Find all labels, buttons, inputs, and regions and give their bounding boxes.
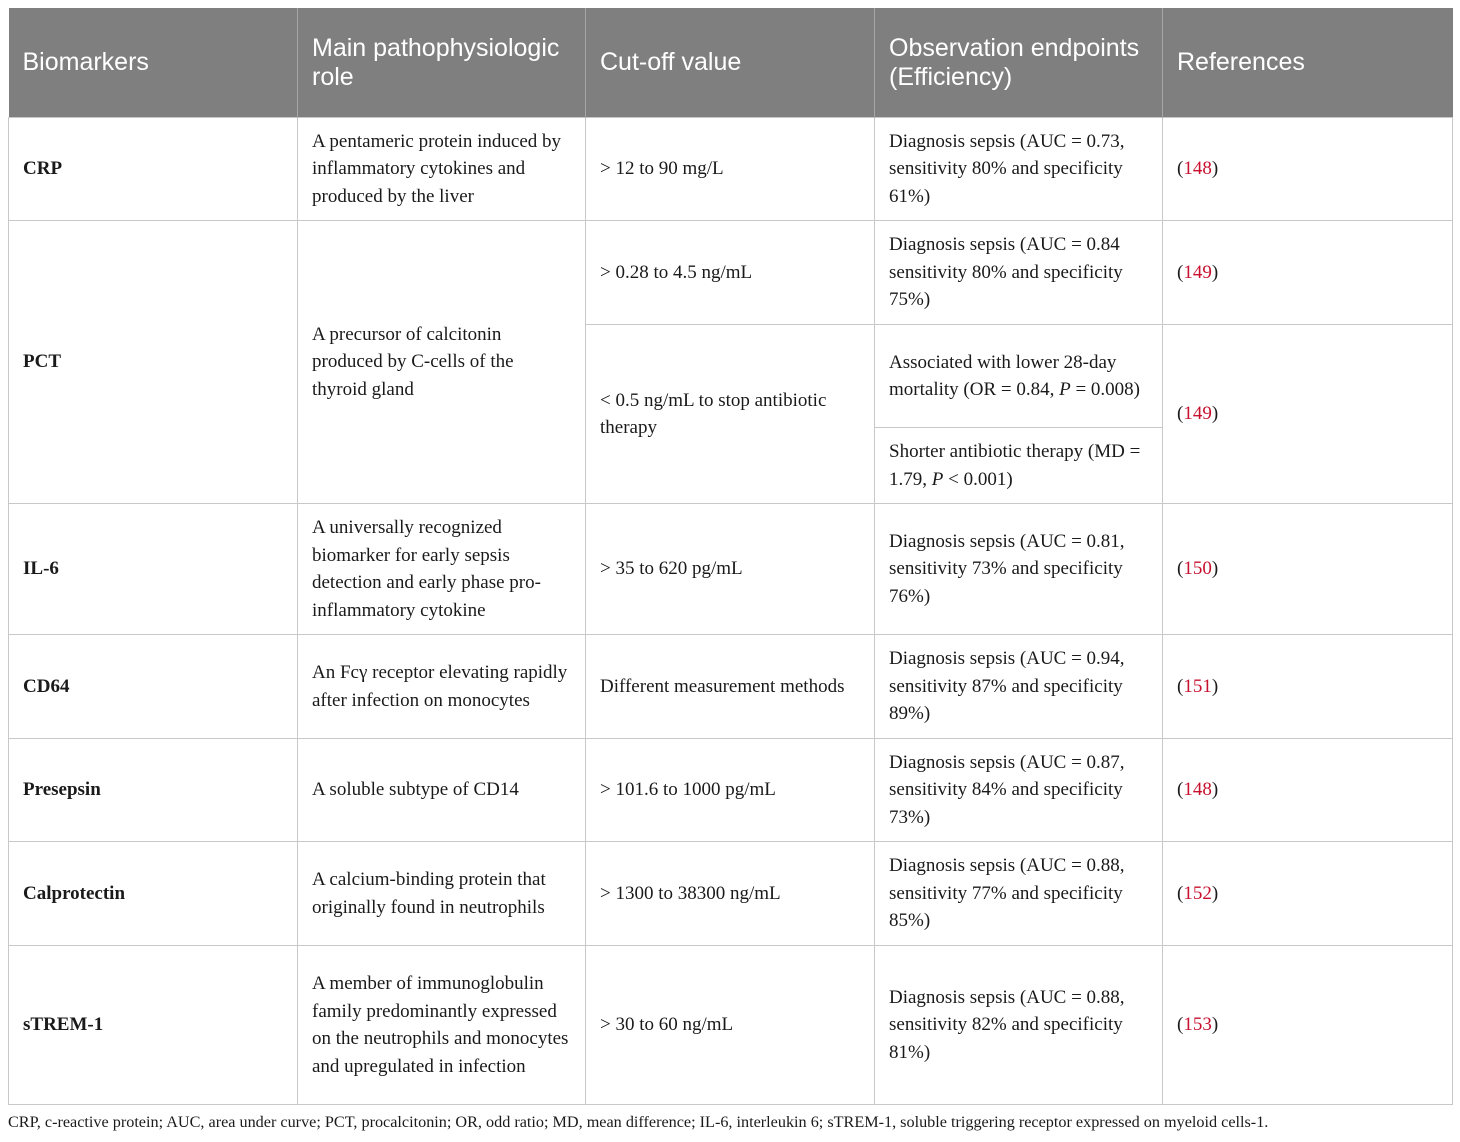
ref-close: ) — [1211, 558, 1219, 580]
endpoint-cell: Diagnosis sepsis (AUC = 0.88, sensitivity 77% and specificity 85%) — [875, 842, 1163, 946]
role-cell: A pentameric protein induced by inflammatory cytokines and produced by the liver — [298, 118, 586, 221]
cutoff-cell: > 101.6 to 1000 pg/mL — [586, 739, 875, 842]
header-role: Main pathophysiologic role — [298, 8, 586, 118]
ref-open: ( — [1177, 882, 1184, 904]
ref-close: ) — [1211, 403, 1219, 425]
reference-cell — [1163, 504, 1453, 635]
reference-cell — [1163, 946, 1453, 1105]
role-cell: An Fcγ receptor elevating rapidly after infection on monocytes — [298, 635, 586, 739]
table-container — [8, 8, 1452, 1105]
header-cutoff: Cut-off value — [586, 8, 875, 118]
table-row — [9, 504, 1453, 635]
endpoint-cell: Diagnosis sepsis (AUC = 0.81, sensitivity 73% and specificity 76%) — [875, 504, 1163, 635]
reference-link[interactable]: 149 — [1183, 403, 1212, 425]
ref-close: ) — [1211, 261, 1219, 283]
cutoff-cell: > 12 to 90 mg/L — [586, 118, 875, 221]
endpoint-text: Shorter antibiotic therapy (MD = 1.79, — [889, 441, 1141, 490]
reference-link[interactable]: 150 — [1183, 558, 1212, 580]
header-row — [9, 8, 1453, 118]
reference-link[interactable]: 148 — [1183, 779, 1212, 801]
endpoint-text: < 0.001) — [943, 468, 1013, 490]
reference-link[interactable]: 153 — [1183, 1014, 1212, 1036]
header-endpoints: Observation endpoints (Efficiency) — [875, 8, 1163, 118]
cutoff-cell: Different measurement methods — [586, 635, 875, 739]
endpoint-cell: Diagnosis sepsis (AUC = 0.73, sensitivity 80% and specificity 61%) — [875, 118, 1163, 221]
cutoff-cell: > 1300 to 38300 ng/mL — [586, 842, 875, 946]
role-cell: A universally recognized biomarker for early sepsis detection and early phase pro-inflammatory cytokine — [298, 504, 586, 635]
biomarker-name: CRP — [9, 118, 298, 221]
ref-close: ) — [1211, 779, 1219, 801]
endpoint-cell: Diagnosis sepsis (AUC = 0.87, sensitivity 84% and specificity 73%) — [875, 739, 1163, 842]
endpoint-text: = 0.008) — [1070, 379, 1140, 400]
ref-open: ( — [1177, 261, 1184, 283]
ref-open: ( — [1177, 1014, 1184, 1036]
ref-open: ( — [1177, 403, 1184, 425]
cutoff-cell: < 0.5 ng/mL to stop antibiotic therapy — [586, 325, 875, 504]
role-cell: A calcium-binding protein that originally found in neutrophils — [298, 842, 586, 946]
table-row — [9, 221, 1453, 325]
ref-close: ) — [1211, 882, 1219, 904]
table-row — [9, 635, 1453, 739]
reference-cell — [1163, 118, 1453, 221]
role-cell: A precursor of calcitonin produced by C-cells of the thyroid gland — [298, 221, 586, 504]
table-row — [9, 842, 1453, 946]
reference-link[interactable]: 148 — [1183, 158, 1212, 180]
cutoff-cell: > 0.28 to 4.5 ng/mL — [586, 221, 875, 325]
cutoff-cell: > 30 to 60 ng/mL — [586, 946, 875, 1105]
endpoint-text: Associated with lower 28-day mortality (OR = 0.84, — [889, 351, 1117, 400]
ref-close: ) — [1211, 675, 1219, 697]
endpoint-cell: Diagnosis sepsis (AUC = 0.94, sensitivity 87% and specificity 89%) — [875, 635, 1163, 739]
role-cell: A member of immunoglobulin family predominantly expressed on the neutrophils and monocytes and upregulated in infection — [298, 946, 586, 1105]
cutoff-cell: > 35 to 620 pg/mL — [586, 504, 875, 635]
header-biomarkers: Biomarkers — [9, 8, 298, 118]
reference-cell — [1163, 842, 1453, 946]
biomarker-name: Calprotectin — [9, 842, 298, 946]
reference-link[interactable]: 151 — [1183, 675, 1212, 697]
reference-cell — [1163, 739, 1453, 842]
p-symbol: P — [1059, 379, 1071, 400]
biomarker-name: Presepsin — [9, 739, 298, 842]
table-footnote: CRP, c-reactive protein; AUC, area under curve; PCT, procalcitonin; OR, odd ratio; MD, mean difference; IL-6, interleukin 6; sTREM-1, soluble triggering receptor expressed on myeloid cells-1. — [8, 1113, 1269, 1131]
header-references: References — [1163, 8, 1453, 118]
ref-open: ( — [1177, 158, 1184, 180]
reference-cell — [1163, 221, 1453, 325]
ref-open: ( — [1177, 779, 1184, 801]
ref-close: ) — [1211, 158, 1219, 180]
p-symbol: P — [931, 468, 944, 490]
biomarker-name: IL-6 — [9, 504, 298, 635]
biomarker-table — [8, 8, 1453, 1105]
table-row — [9, 946, 1453, 1105]
ref-open: ( — [1177, 558, 1184, 580]
biomarker-name: sTREM-1 — [9, 946, 298, 1105]
ref-close: ) — [1211, 1014, 1219, 1036]
reference-cell — [1163, 635, 1453, 739]
reference-cell — [1163, 325, 1453, 504]
endpoint-cell: Diagnosis sepsis (AUC = 0.88, sensitivity 82% and specificity 81%) — [875, 946, 1163, 1105]
endpoint-cell — [875, 428, 1163, 504]
ref-open: ( — [1177, 675, 1184, 697]
endpoint-cell: Diagnosis sepsis (AUC = 0.84 sensitivity 80% and specificity 75%) — [875, 221, 1163, 325]
reference-link[interactable]: 152 — [1183, 882, 1212, 904]
biomarker-name: CD64 — [9, 635, 298, 739]
endpoint-cell — [875, 325, 1163, 428]
reference-link[interactable]: 149 — [1183, 261, 1212, 283]
biomarker-name: PCT — [9, 221, 298, 504]
role-cell: A soluble subtype of CD14 — [298, 739, 586, 842]
table-row — [9, 739, 1453, 842]
table-row — [9, 118, 1453, 221]
